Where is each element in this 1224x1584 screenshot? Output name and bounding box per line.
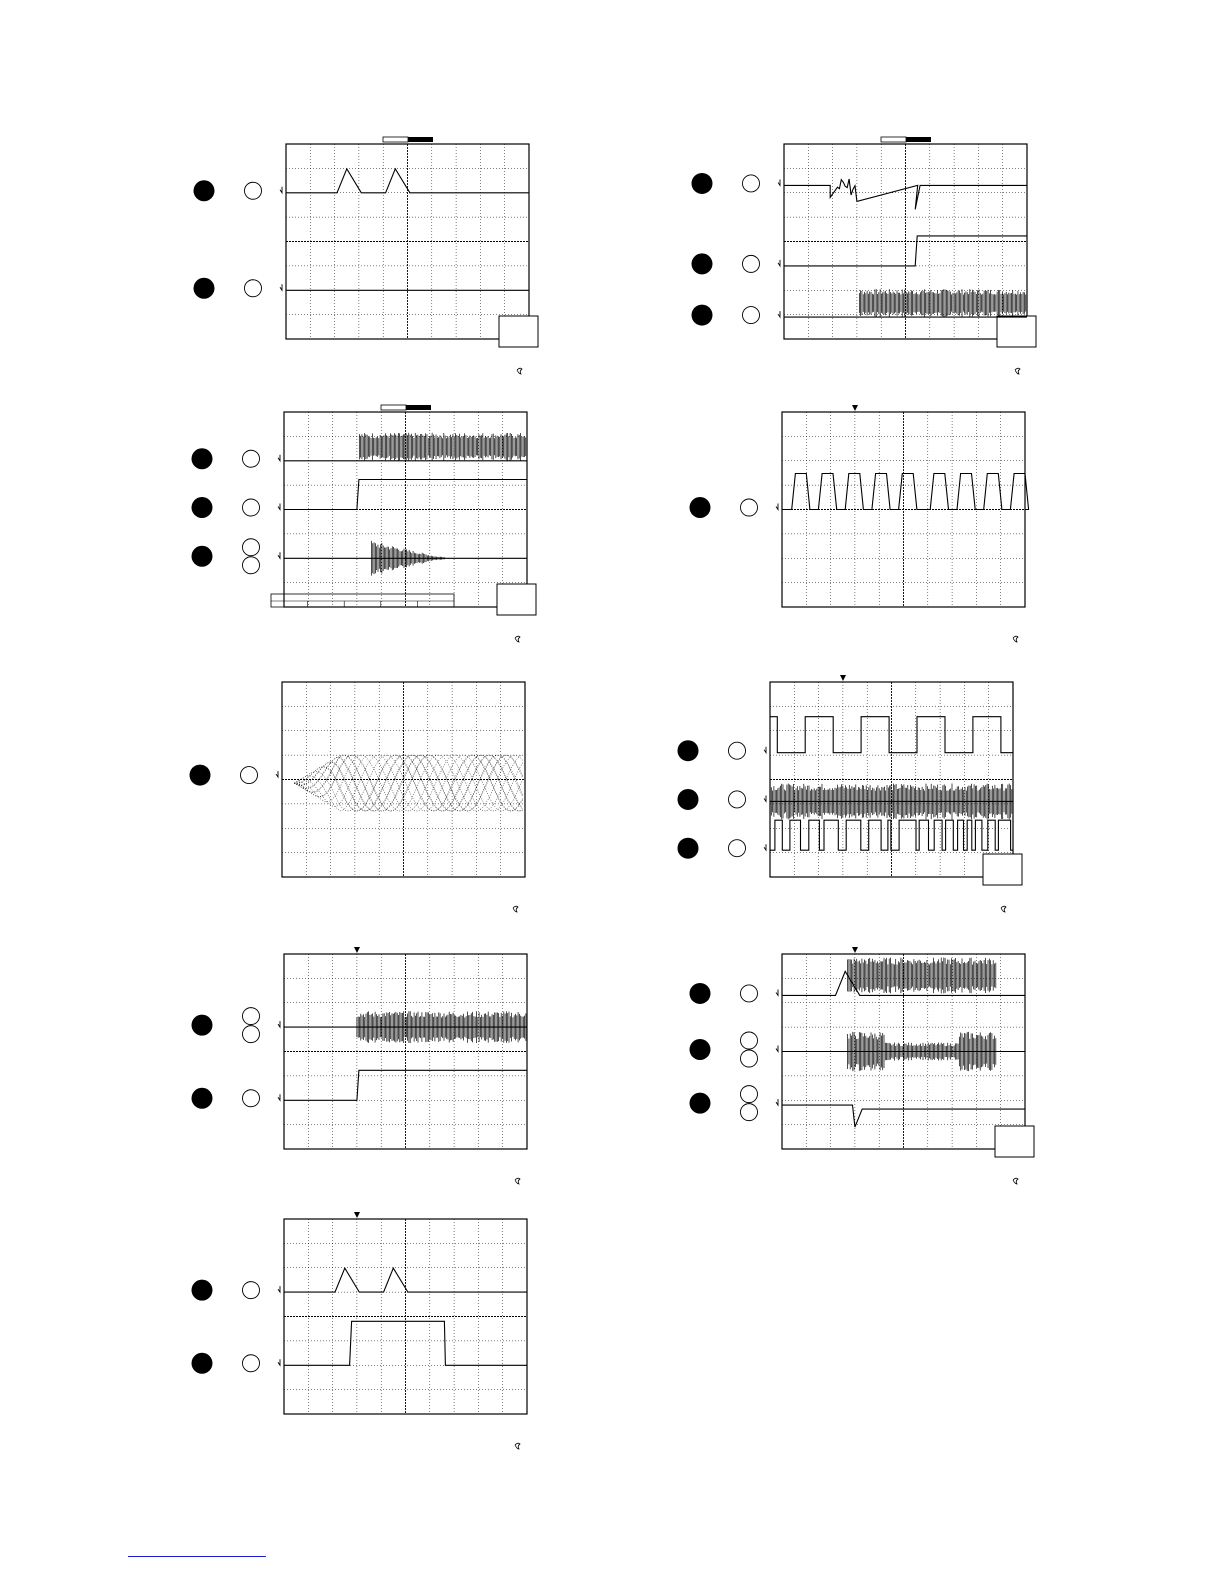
trigger-arrow-icon bbox=[840, 675, 846, 681]
channel-badge-filled bbox=[690, 1039, 711, 1060]
scope-svg bbox=[686, 940, 1038, 1180]
ground-marker-icon bbox=[776, 989, 778, 995]
scope-svg bbox=[674, 668, 1026, 908]
scope-panel-7 bbox=[188, 940, 540, 1180]
channel-badge-filled bbox=[194, 180, 215, 201]
channel-badge-filled bbox=[692, 305, 713, 326]
page-mark-icon bbox=[1013, 636, 1018, 642]
channel-badge-outline bbox=[243, 1090, 260, 1107]
channel-badge-outline bbox=[743, 307, 760, 324]
channel-badge-filled bbox=[692, 253, 713, 274]
scale-box bbox=[983, 854, 1022, 885]
page-mark-icon bbox=[515, 636, 520, 642]
channel-badge-filled bbox=[678, 740, 699, 761]
trigger-bar-filled bbox=[408, 137, 433, 142]
trigger-bar-filled bbox=[406, 405, 431, 410]
channel-badge-outline bbox=[741, 1050, 758, 1067]
channel-badge-filled bbox=[690, 497, 711, 518]
scope-svg bbox=[188, 1205, 540, 1445]
scope-svg bbox=[186, 668, 538, 908]
eye-trace bbox=[294, 755, 523, 811]
scope-panel-9 bbox=[188, 1205, 540, 1445]
scope-svg bbox=[686, 398, 1038, 638]
ground-marker-icon bbox=[764, 747, 766, 753]
eye-trace bbox=[294, 755, 523, 811]
scope-panel-4 bbox=[686, 398, 1038, 638]
footer-rule bbox=[128, 1556, 266, 1557]
channel-badge-filled bbox=[678, 838, 699, 859]
eye-trace bbox=[294, 755, 523, 811]
ground-marker-icon bbox=[278, 1359, 280, 1365]
ground-marker-icon bbox=[278, 455, 280, 461]
scope-panel-3 bbox=[188, 398, 540, 638]
channel-badge-outline bbox=[243, 557, 260, 574]
scope-grid bbox=[286, 144, 529, 339]
scope-svg bbox=[188, 940, 540, 1180]
ground-marker-icon bbox=[278, 504, 280, 510]
channel-badge-filled bbox=[194, 278, 215, 299]
ground-marker-icon bbox=[278, 1021, 280, 1027]
trigger-bar-filled bbox=[906, 137, 931, 142]
channel-badge-outline bbox=[741, 1104, 758, 1121]
channel-badge-filled bbox=[192, 497, 213, 518]
trigger-bar-open bbox=[381, 405, 406, 410]
scale-box bbox=[995, 1126, 1034, 1157]
channel-badge-outline bbox=[743, 175, 760, 192]
channel-badge-outline bbox=[243, 1008, 260, 1025]
eye-trace bbox=[294, 755, 523, 811]
ground-marker-icon bbox=[280, 284, 282, 290]
channel-badge-outline bbox=[741, 1032, 758, 1049]
scope-panel-5 bbox=[186, 668, 538, 908]
channel-badge-outline bbox=[243, 450, 260, 467]
ground-marker-icon bbox=[764, 844, 766, 850]
eye-trace bbox=[294, 755, 523, 811]
channel-badge-filled bbox=[192, 546, 213, 567]
channel-badge-outline bbox=[243, 499, 260, 516]
trigger-arrow-icon bbox=[852, 405, 858, 411]
scope-grid bbox=[770, 682, 1013, 877]
settings-table bbox=[271, 594, 454, 607]
channel-badge-outline bbox=[741, 1086, 758, 1103]
scope-panel-2 bbox=[688, 130, 1040, 370]
channel-badge-filled bbox=[690, 1093, 711, 1114]
channel-badge-filled bbox=[192, 448, 213, 469]
ground-marker-icon bbox=[776, 1046, 778, 1052]
page-mark-icon bbox=[515, 1443, 520, 1449]
channel-badge-outline bbox=[245, 280, 262, 297]
ground-marker-icon bbox=[278, 552, 280, 558]
ground-marker-icon bbox=[280, 187, 282, 193]
eye-trace bbox=[294, 755, 523, 811]
channel-badge-outline bbox=[743, 255, 760, 272]
channel-badge-filled bbox=[678, 789, 699, 810]
scale-box bbox=[499, 316, 538, 347]
channel-badge-outline bbox=[243, 1355, 260, 1372]
ground-marker-icon bbox=[778, 311, 780, 317]
channel-badge-outline bbox=[245, 182, 262, 199]
page-mark-icon bbox=[1001, 906, 1006, 912]
trigger-arrow-icon bbox=[354, 947, 360, 953]
scale-box bbox=[497, 584, 536, 615]
channel-badge-outline bbox=[243, 1026, 260, 1043]
channel-trace bbox=[782, 474, 1029, 510]
channel-badge-outline bbox=[729, 840, 746, 857]
channel-badge-outline bbox=[241, 767, 258, 784]
ground-marker-icon bbox=[776, 1099, 778, 1105]
eye-trace bbox=[294, 755, 523, 811]
channel-badge-filled bbox=[192, 1088, 213, 1109]
eye-trace bbox=[294, 755, 523, 811]
scope-panel-6 bbox=[674, 668, 1026, 908]
ground-marker-icon bbox=[764, 795, 766, 801]
scope-svg bbox=[688, 130, 1040, 370]
channel-badge-outline bbox=[741, 499, 758, 516]
channel-badge-outline bbox=[741, 985, 758, 1002]
settings-table-frame bbox=[271, 594, 454, 607]
trigger-bar-open bbox=[383, 137, 408, 142]
channel-badge-outline bbox=[729, 791, 746, 808]
channel-badge-outline bbox=[243, 1282, 260, 1299]
page-mark-icon bbox=[517, 368, 522, 374]
scope-grid bbox=[284, 1219, 527, 1414]
channel-badge-filled bbox=[192, 1353, 213, 1374]
scope-grid bbox=[282, 682, 525, 877]
trigger-arrow-icon bbox=[852, 947, 858, 953]
scale-box bbox=[997, 316, 1036, 347]
channel-badge-filled bbox=[690, 983, 711, 1004]
channel-badge-outline bbox=[729, 742, 746, 759]
scope-panel-1 bbox=[190, 130, 542, 370]
scope-svg bbox=[188, 398, 540, 638]
trigger-bar-open bbox=[881, 137, 906, 142]
channel-badge-filled bbox=[192, 1280, 213, 1301]
scope-grid bbox=[284, 954, 527, 1149]
ground-marker-icon bbox=[278, 1094, 280, 1100]
ground-marker-icon bbox=[276, 771, 278, 777]
ground-marker-icon bbox=[778, 260, 780, 266]
channel-badge-filled bbox=[192, 1015, 213, 1036]
page-mark-icon bbox=[1015, 368, 1020, 374]
channel-badge-outline bbox=[243, 539, 260, 556]
trigger-arrow-icon bbox=[354, 1212, 360, 1218]
eye-trace bbox=[294, 755, 523, 811]
scope-panel-8 bbox=[686, 940, 1038, 1180]
page-mark-icon bbox=[513, 906, 518, 912]
eye-trace bbox=[294, 755, 523, 811]
page-mark-icon bbox=[1013, 1178, 1018, 1184]
ground-marker-icon bbox=[776, 504, 778, 510]
ground-marker-icon bbox=[278, 1286, 280, 1292]
scope-svg bbox=[190, 130, 542, 370]
channel-badge-filled bbox=[190, 765, 211, 786]
page-mark-icon bbox=[515, 1178, 520, 1184]
ground-marker-icon bbox=[778, 179, 780, 185]
channel-badge-filled bbox=[692, 173, 713, 194]
eye-trace bbox=[294, 755, 523, 811]
